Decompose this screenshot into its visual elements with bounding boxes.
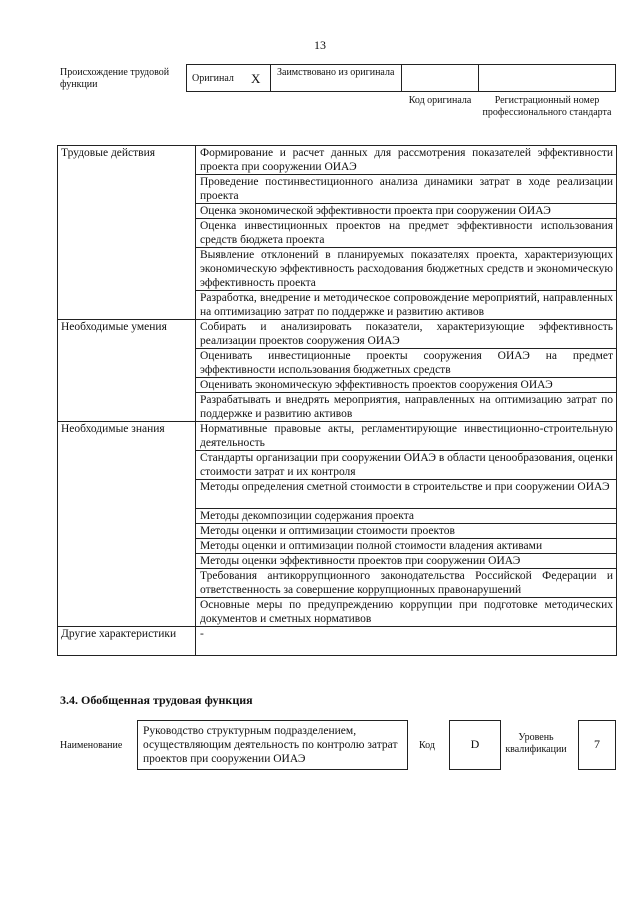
code-box [449, 720, 501, 770]
knowledge-item: Методы декомпозиции содержания проекта [196, 509, 617, 524]
level-box [578, 720, 616, 770]
original-label: Оригинал [192, 73, 234, 84]
table-row [58, 320, 617, 349]
labor-actions-label: Трудовые действия [58, 146, 196, 320]
borrowed-label: Заимствовано из оригинала [277, 67, 395, 78]
knowledge-item: Методы оценки и оптимизации стоимости проектов [196, 524, 617, 539]
labor-action-item: Оценка экономической эффективности проекта при сооружении ОИАЭ [196, 204, 617, 219]
code-caption: Код оригинала [408, 95, 472, 106]
knowledge-item: Основные меры по предупреждению коррупции при подготовке методических документов и сметных нормативов [196, 598, 617, 627]
page-number: 13 [314, 38, 326, 52]
knowledge-item: Методы оценки и оптимизации полной стоимости владения активами [196, 539, 617, 554]
section-title: 3.4. Обобщенная трудовая функция [60, 693, 253, 707]
origin-label: Происхождение трудовой функции [60, 67, 170, 90]
origin-reg-box [478, 64, 616, 92]
function-table [57, 145, 617, 656]
skill-item: Оценивать экономическую эффективность проектов сооружения ОИАЭ [196, 378, 617, 393]
skills-label: Необходимые умения [58, 320, 196, 422]
name-box [137, 720, 408, 770]
origin-borrowed-box [270, 64, 402, 92]
origin-original-box [186, 64, 271, 92]
skill-item: Собирать и анализировать показатели, характеризующие эффективность реализации проектов сооружения ОИАЭ [196, 320, 617, 349]
knowledge-item: Стандарты организации при сооружении ОИАЭ в области ценообразования, оценки стоимости затрат и их контроля [196, 451, 617, 480]
labor-action-item: Проведение постинвестиционного анализа динамики затрат в ходе реализации проекта [196, 175, 617, 204]
code-label: Код [419, 740, 435, 751]
labor-action-item: Разработка, внедрение и методическое сопровождение мероприятий, направленных на оптимизацию затрат по поддержке и развитию активов [196, 291, 617, 320]
level-value: 7 [594, 737, 600, 751]
table-row [58, 146, 617, 175]
table-row [58, 422, 617, 451]
labor-action-item: Оценка инвестиционных проектов на предмет эффективности использования средств бюджета проекта [196, 219, 617, 248]
code-value: D [470, 737, 480, 751]
name-value: Руководство структурным подразделением, осуществляющим деятельность по контролю затрат проектов при сооружении ОИАЭ [143, 725, 398, 765]
skill-item: Оценивать инвестиционные проекты сооружения ОИАЭ на предмет эффективности использования бюджетных средств [196, 349, 617, 378]
knowledge-item: Методы определения сметной стоимости в строительстве и при сооружении ОИАЭ [196, 480, 617, 509]
labor-action-item: Формирование и расчет данных для рассмотрения показателей эффективности проекта при сооружении ОИАЭ [196, 146, 617, 175]
knowledge-item: Методы оценки эффективности проектов при сооружении ОИАЭ [196, 554, 617, 569]
knowledge-item: Требования антикоррупционного законодательства Российской Федерации и ответственность за совершение коррупционных правонарушений [196, 569, 617, 598]
origin-code-box [401, 64, 479, 92]
original-mark: X [251, 71, 261, 86]
knowledge-label: Необходимые знания [58, 422, 196, 627]
level-label: Уровень квалификации [505, 732, 567, 755]
reg-caption: Регистрационный номер профессионального стандарта [482, 95, 612, 118]
labor-action-item: Выявление отклонений в планируемых показателях проекта, характеризующих экономическую эффективность расходования бюджетных средств и экономическую эффективность проекта [196, 248, 617, 291]
skill-item: Разрабатывать и внедрять мероприятия, направленных на оптимизацию затрат по поддержке и развитию активов [196, 393, 617, 422]
knowledge-item: Нормативные правовые акты, регламентирующие инвестиционно-строительную деятельность [196, 422, 617, 451]
name-label: Наименование [60, 740, 123, 751]
other-value: - [196, 627, 617, 656]
table-row [58, 627, 617, 656]
other-label: Другие характеристики [58, 627, 196, 656]
